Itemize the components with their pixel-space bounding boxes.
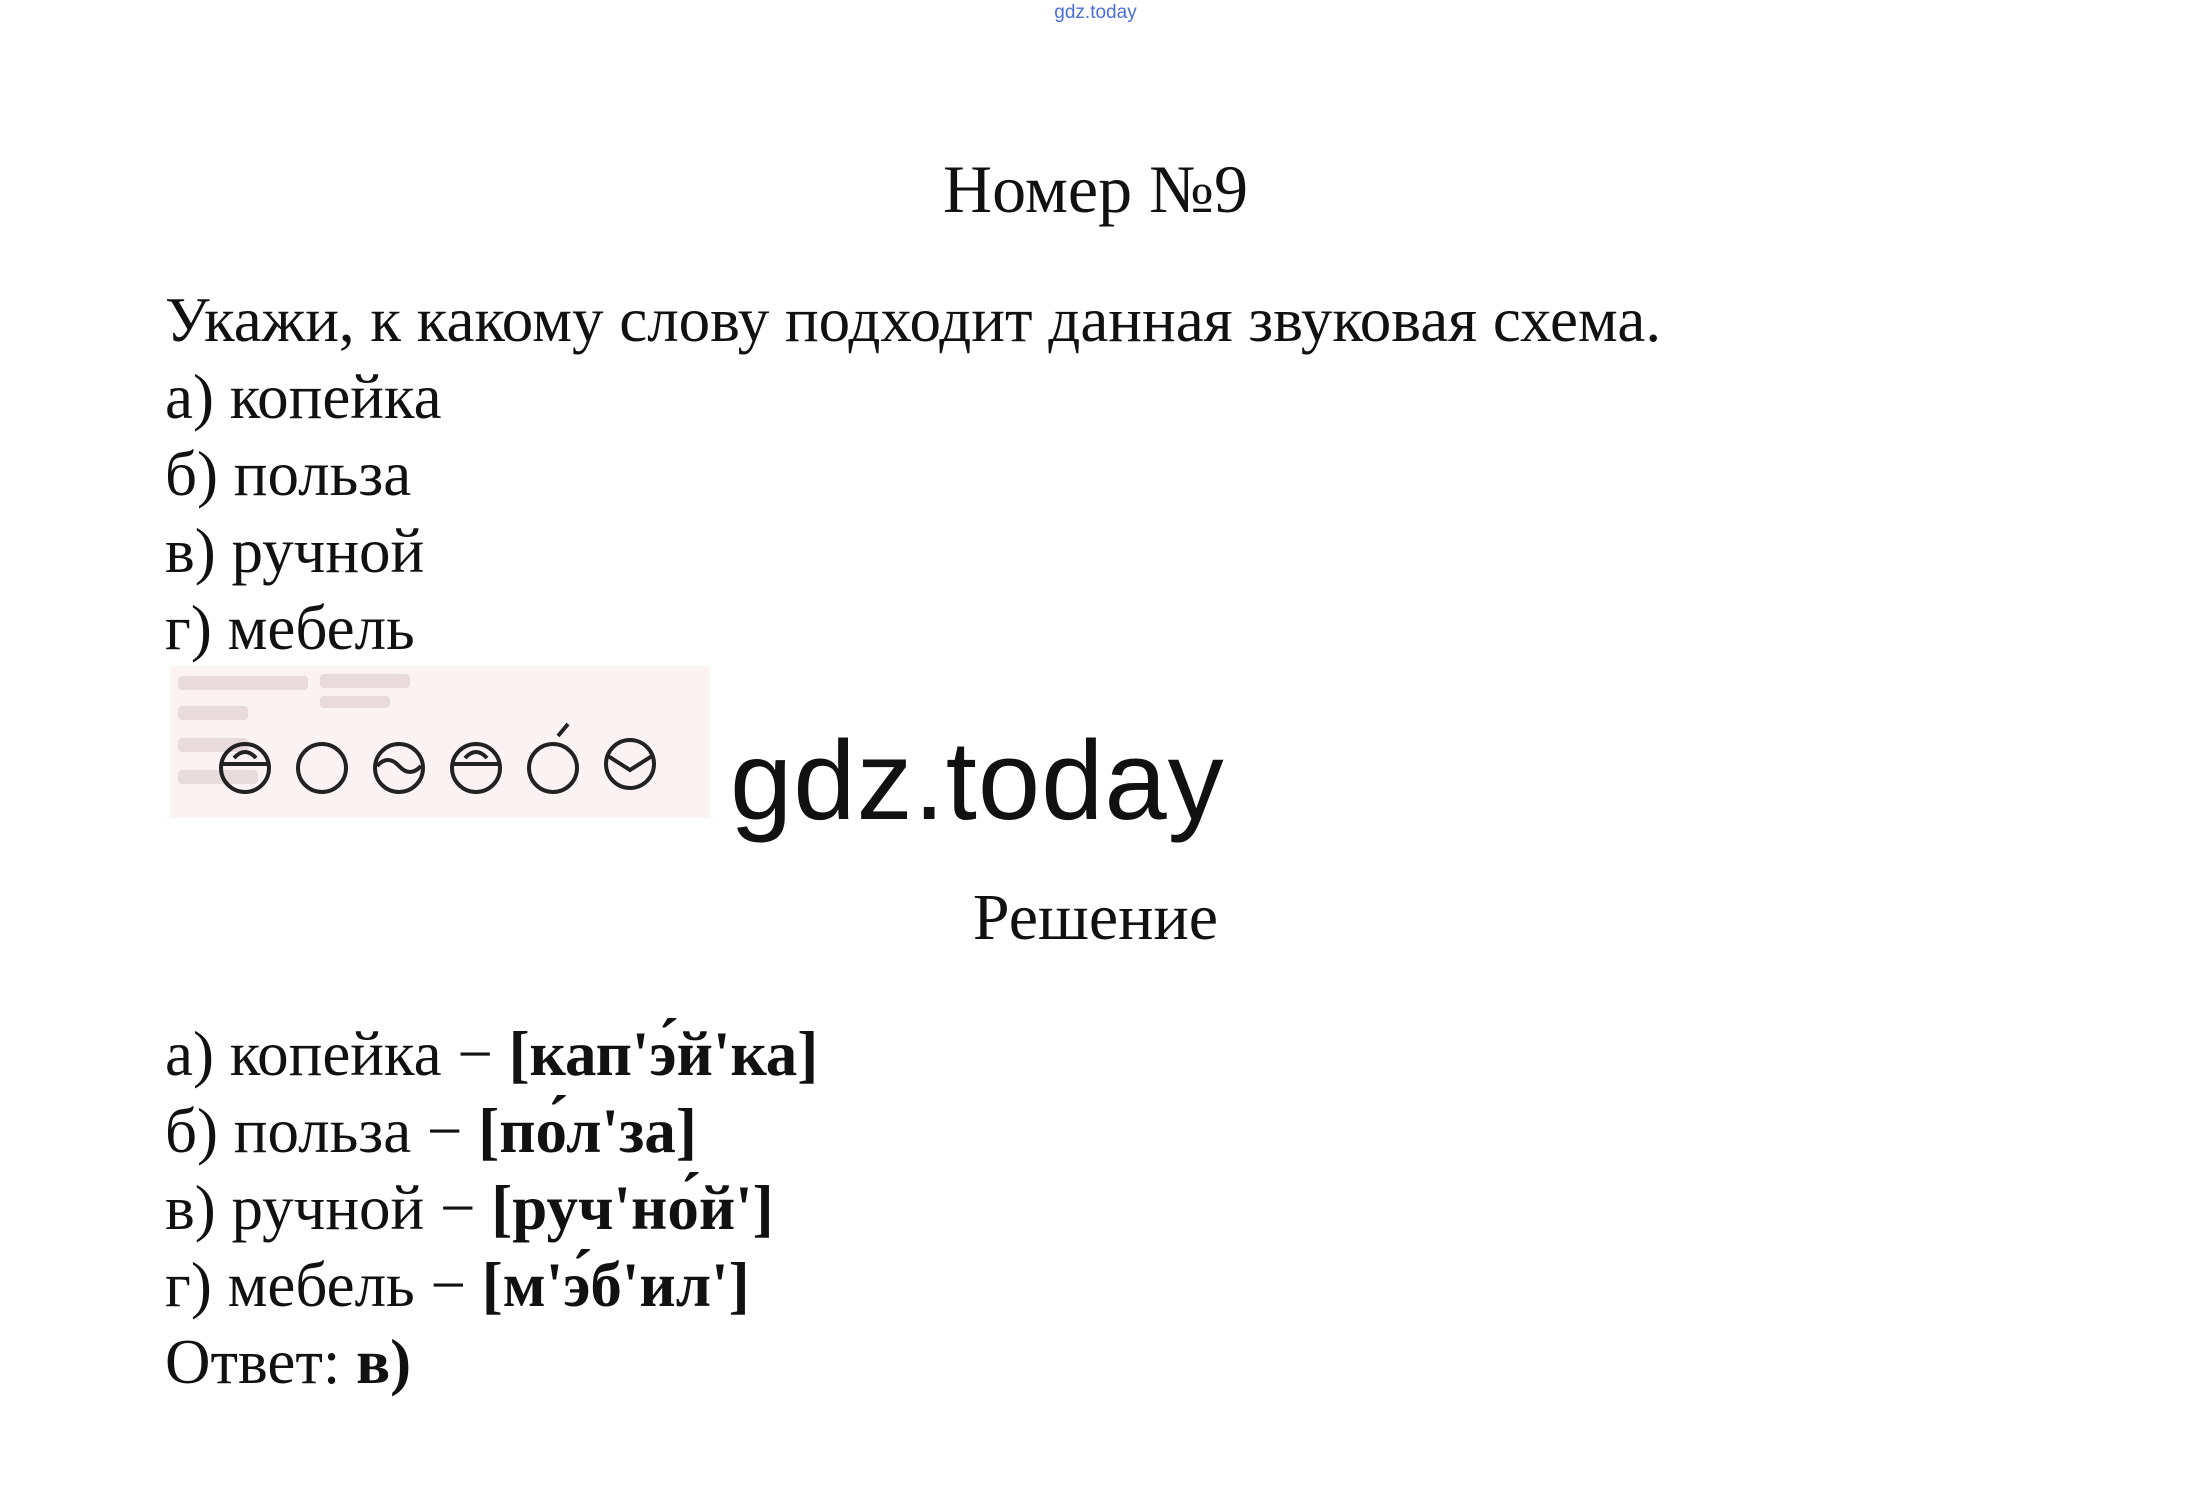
solution-transcription: [м'э́б'ил'] [481, 1250, 750, 1320]
scheme-circle-2 [298, 744, 346, 792]
option-b: б) польза [165, 439, 412, 509]
option-c: в) ручной [165, 516, 425, 586]
sound-scheme-circles-icon [170, 666, 710, 818]
solution-line-a [165, 1016, 818, 1093]
sound-scheme-image [170, 666, 710, 818]
answer-label: Ответ: [165, 1327, 357, 1397]
scheme-circle-1 [221, 744, 269, 792]
solution-line-d [165, 1247, 818, 1324]
page-title: Номер №9 [943, 151, 1248, 227]
solution-word: г) мебель − [165, 1250, 482, 1320]
solution-transcription: [руч'но́й'] [491, 1173, 774, 1243]
solution-transcription: [кап'э́й'ка] [508, 1019, 819, 1089]
solution-heading: Решение [972, 881, 1219, 954]
task-prompt: Укажи, к какому слову подходит данная звуковая схема. [165, 285, 1662, 355]
solution-transcription: [по́л'за] [478, 1096, 697, 1166]
solution-line-b [165, 1093, 818, 1170]
answer-value: в) [356, 1327, 412, 1397]
site-watermark-large: gdz.today [730, 718, 1225, 843]
scheme-circle-3 [375, 744, 423, 792]
site-watermark-small: gdz.today [1054, 2, 1137, 23]
option-a: а) копейка [165, 362, 442, 432]
scheme-circle-5 [529, 724, 577, 792]
task-block [165, 282, 1661, 667]
option-d: г) мебель [165, 593, 415, 663]
scheme-circle-6 [606, 740, 654, 788]
solution-word: б) польза − [165, 1096, 479, 1166]
answer-line [165, 1324, 818, 1401]
solution-word: а) копейка − [165, 1019, 509, 1089]
solution-word: в) ручной − [165, 1173, 492, 1243]
solution-block [165, 1016, 818, 1401]
scheme-circle-4 [452, 744, 500, 792]
solution-line-c [165, 1170, 818, 1247]
